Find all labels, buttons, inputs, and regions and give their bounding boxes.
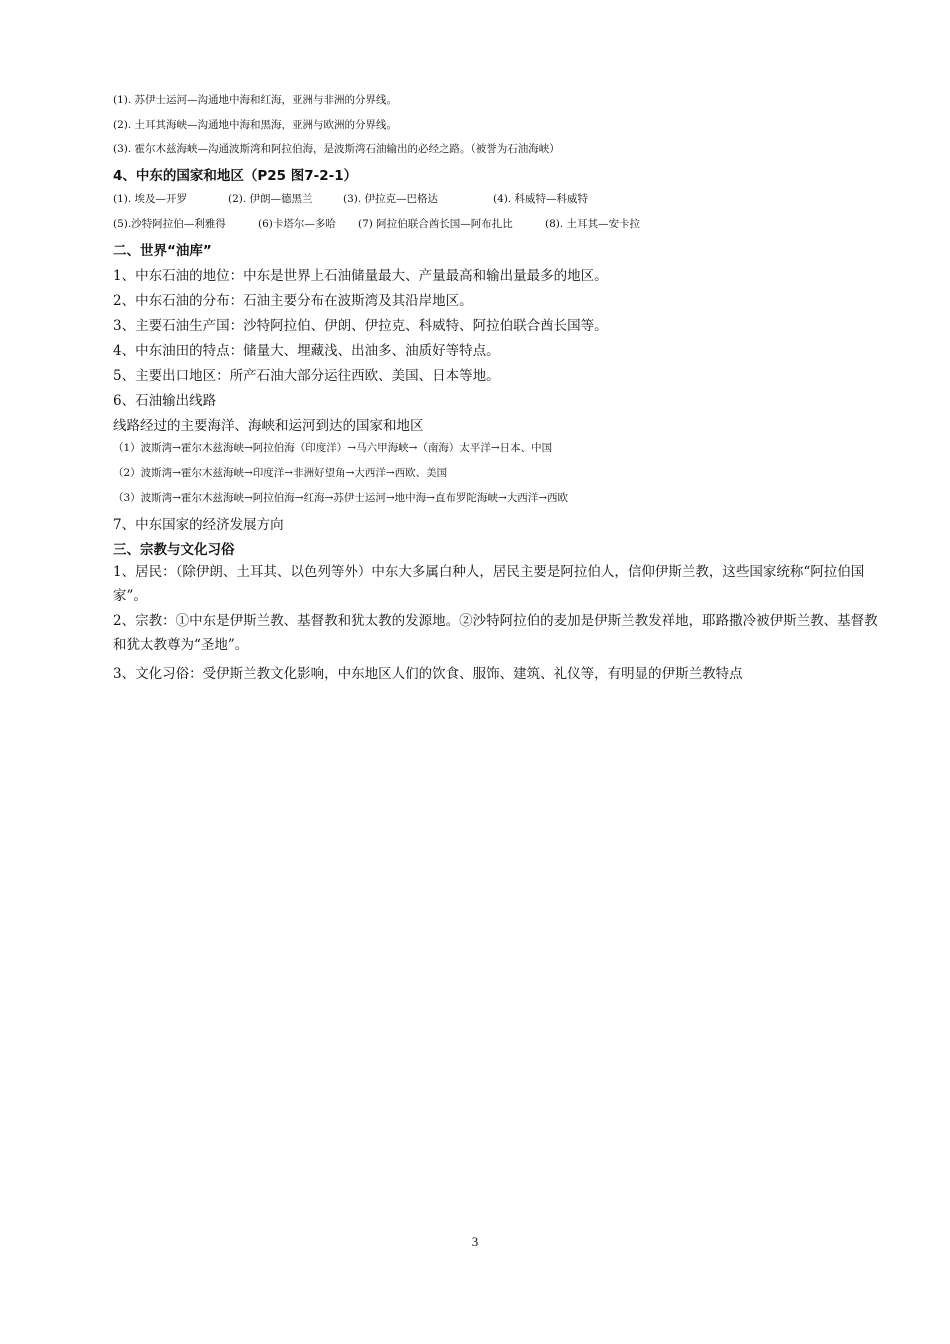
strait-item-turkish: (2). 土耳其海峡—沟通地中海和黑海，亚洲与欧洲的分界线。 — [113, 119, 398, 131]
strait-item-hormuz: (3). 霍尔木兹海峡—沟通波斯湾和阿拉伯海，是波斯湾石油输出的必经之路。（被誉为石油海峡） — [113, 143, 560, 155]
strait-item-suez: (1). 苏伊士运河—沟通地中海和红海，亚洲与非洲的分界线。 — [113, 94, 398, 106]
country-item: (2). 伊朗—德黑兰 — [228, 193, 313, 205]
country-item: (6)卡塔尔—多哈 — [258, 218, 336, 230]
oil-item: 3、主要石油生产国：沙特阿拉伯、伊朗、伊拉克、科威特、阿拉伯联合酋长国等。 — [113, 318, 608, 334]
oil-section-heading: 二、世界“油库” — [113, 243, 212, 259]
religion-item: 2、宗教：①中东是伊斯兰教、基督教和犹太教的发源地。②沙特阿拉伯的麦加是伊斯兰教发祥地，耶路撒冷被伊斯兰教、基督教和犹太教尊为“圣地”。 — [113, 613, 878, 653]
route-item: （1）波斯湾→霍尔木兹海峡→阿拉伯海（印度洋）→马六甲海峡→（南海）太平洋→日本、中国 — [113, 442, 553, 454]
oil-item: 4、中东油田的特点：储量大、埋藏浅、出油多、油质好等特点。 — [113, 343, 500, 359]
country-item: (8). 土耳其—安卡拉 — [545, 218, 641, 230]
religion-section-heading: 三、宗教与文化习俗 — [113, 542, 235, 558]
oil-item: 6、石油输出线路 — [113, 393, 217, 409]
country-item: (5).沙特阿拉伯—利雅得 — [113, 218, 226, 230]
oil-item: 5、主要出口地区：所产石油大部分运往西欧、美国、日本等地。 — [113, 368, 500, 384]
countries-heading: 4、中东的国家和地区（P25 图7-2-1） — [113, 168, 358, 184]
oil-item: 1、中东石油的地位：中东是世界上石油储量最大、产量最高和输出量最多的地区。 — [113, 268, 608, 284]
countries-row-1 — [113, 191, 588, 206]
oil-item: 2、中东石油的分布：石油主要分布在波斯湾及其沿岸地区。 — [113, 293, 473, 309]
religion-item: 1、居民：（除伊朗、土耳其、以色列等外）中东大多属白种人，居民主要是阿拉伯人，信仰伊斯兰教，这些国家统称“阿拉伯国家”。 — [113, 564, 865, 604]
country-item: (7) 阿拉伯联合酋长国—阿布扎比 — [358, 218, 513, 230]
country-item: (4). 科威特—科威特 — [493, 193, 589, 205]
country-item: (3). 伊拉克—巴格达 — [343, 193, 439, 205]
country-item: (1). 埃及—开罗 — [113, 193, 188, 205]
religion-item: 3、文化习俗：受伊斯兰教文化影响，中东地区人们的饮食、服饰、建筑、礼仪等，有明显的伊斯兰教特点 — [113, 666, 743, 682]
oil-item: 线路经过的主要海洋、海峡和运河到达的国家和地区 — [113, 418, 424, 434]
route-item: （3）波斯湾→霍尔木兹海峡→阿拉伯海→红海→苏伊士运河→地中海→直布罗陀海峡→大西洋→西欧 — [113, 492, 569, 504]
page-number: 3 — [471, 1234, 479, 1249]
oil-item: 7、中东国家的经济发展方向 — [113, 517, 284, 533]
countries-row-2 — [113, 216, 640, 231]
route-item: （2）波斯湾→霍尔木兹海峡→印度洋→非洲好望角→大西洋→西欧、美国 — [113, 467, 448, 479]
